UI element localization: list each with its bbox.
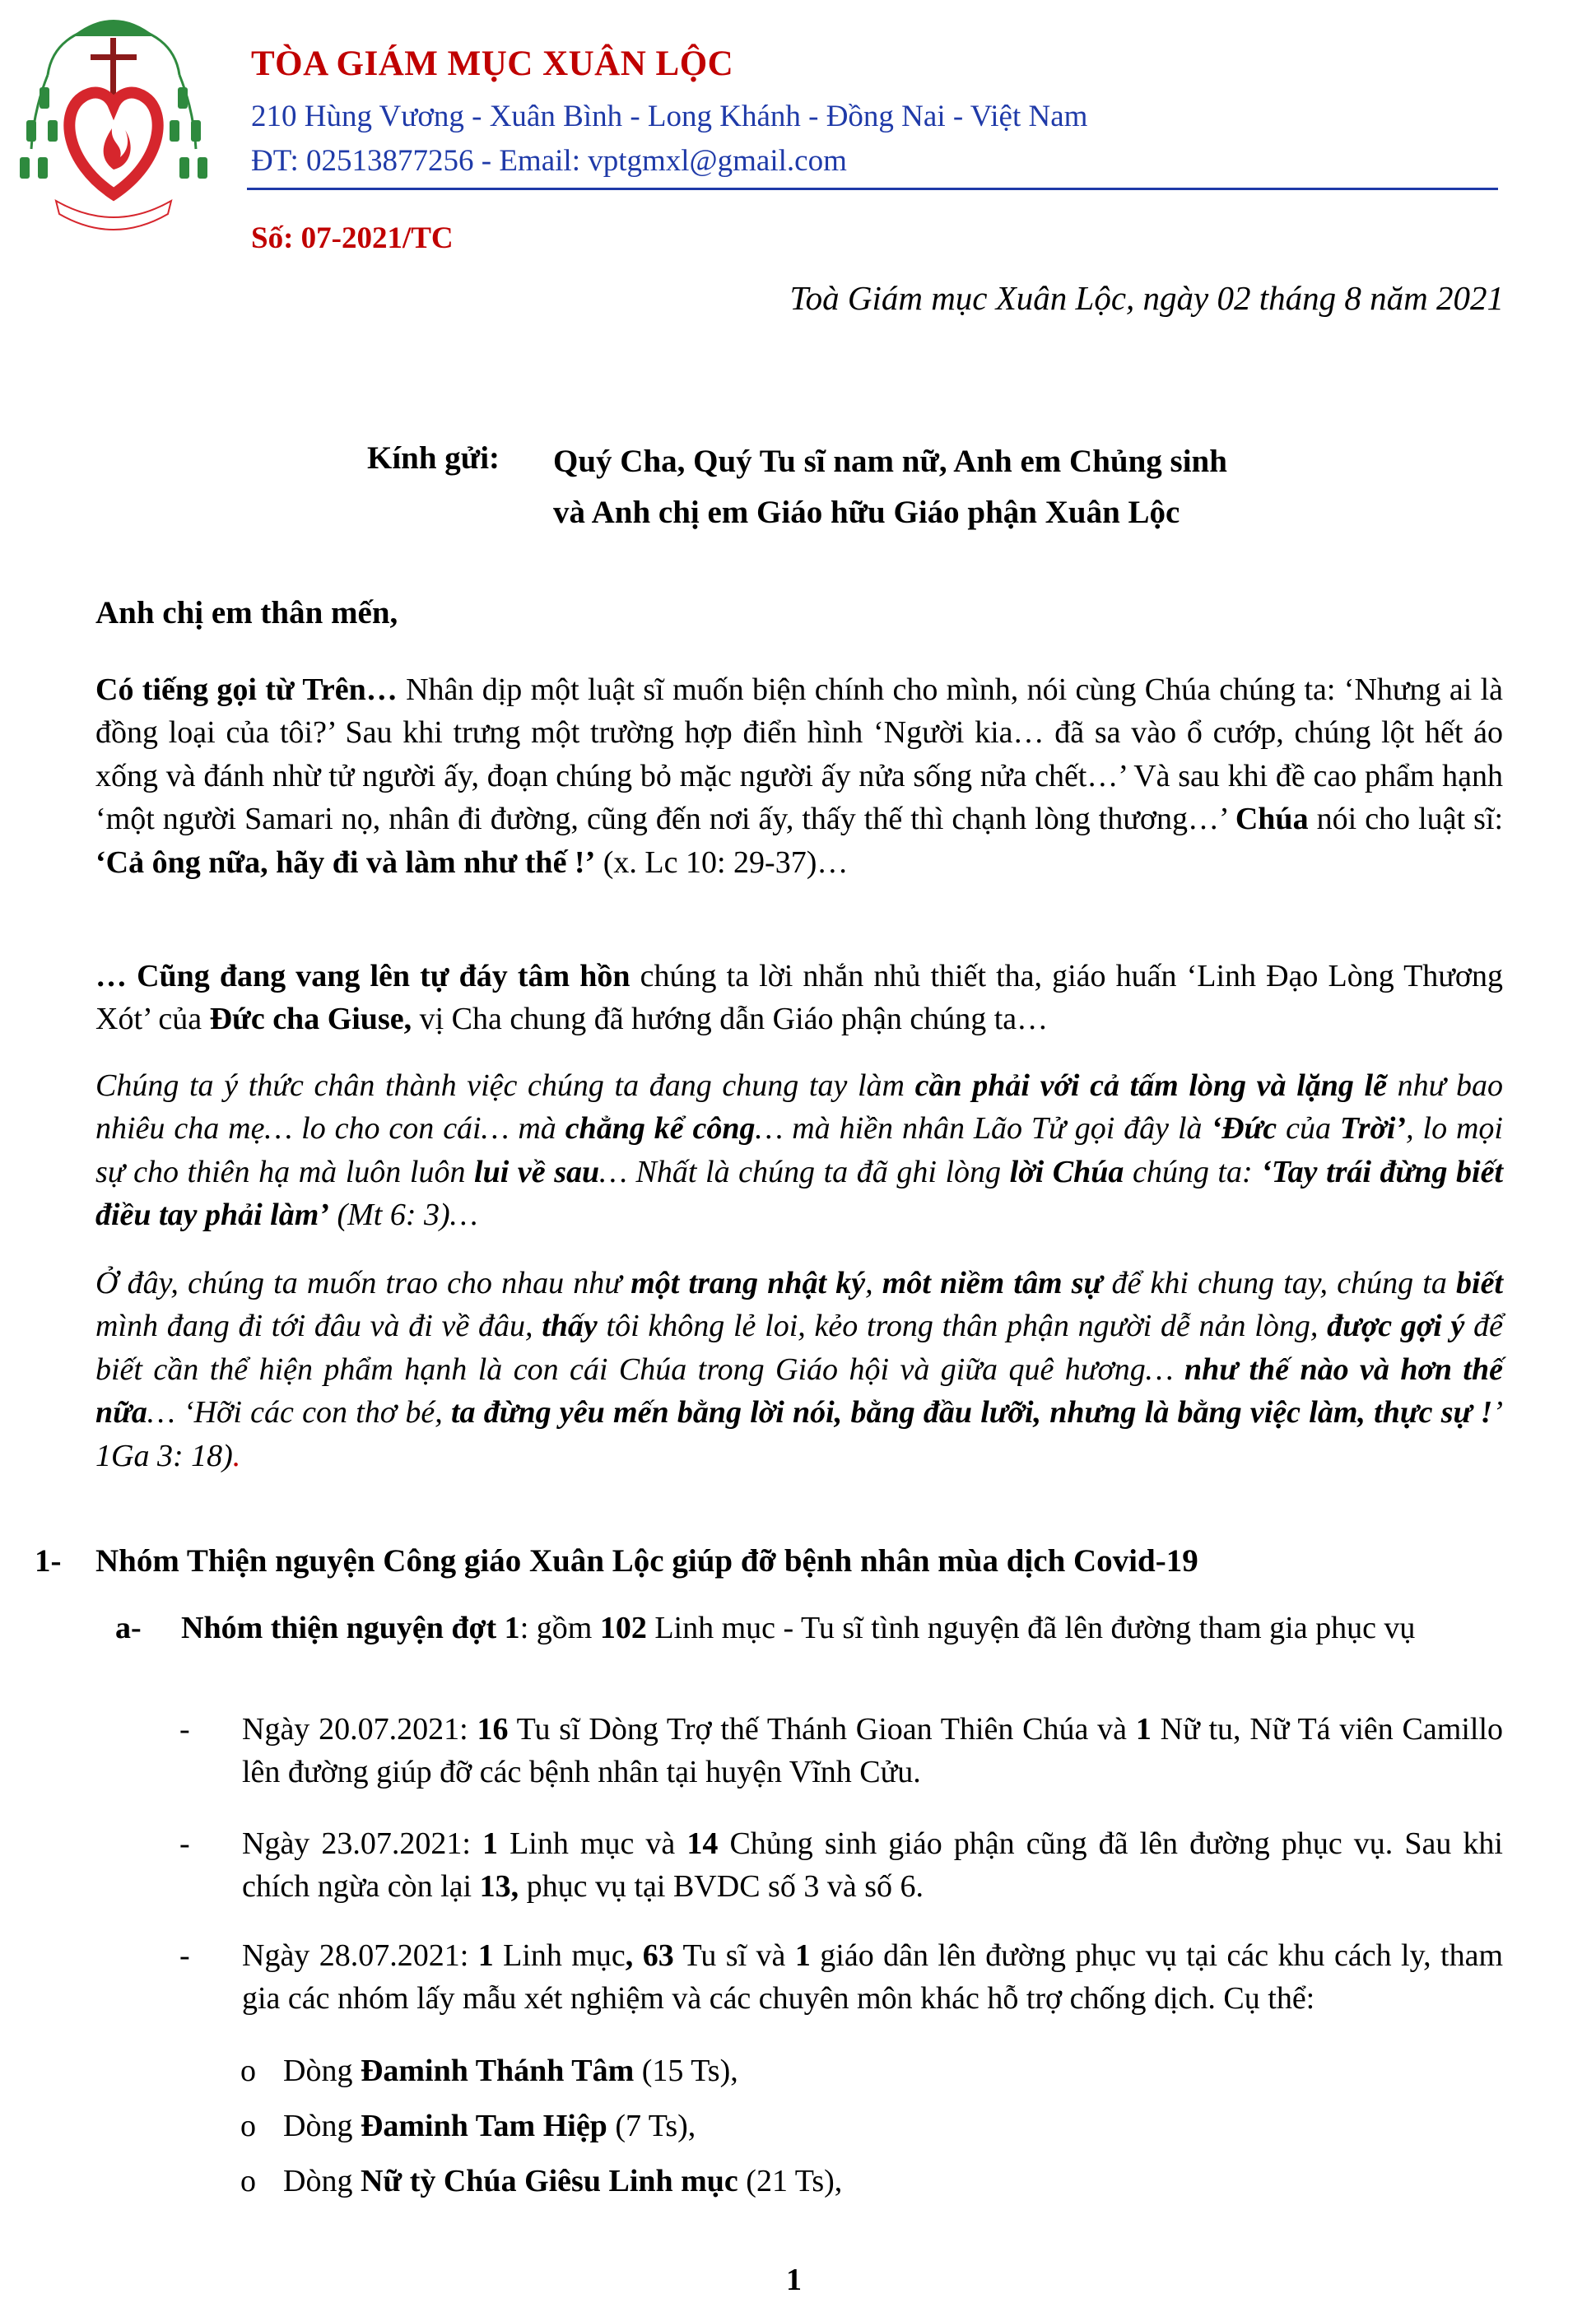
paragraph-bishop-teaching: [95, 955, 1503, 1041]
bullet-text: Ngày 28.07.2021:: [242, 1938, 478, 1973]
bullet-text: Chủng sinh giáo phận cũng đã lên đường phục vụ. Sau khi chích ngừa còn lại: [242, 1826, 1503, 1905]
para4-period: .: [232, 1438, 241, 1473]
organization-contact: ĐT: 02513877256 - Email: vptgmxl@gmail.com: [251, 144, 847, 178]
section-1-heading: [35, 1539, 1198, 1584]
para2-bishop: Đức cha Giuse,: [209, 1002, 412, 1037]
document-number: Số: 07-2021/TC: [251, 221, 454, 255]
subsection-a-lead: Nhóm thiện nguyện đợt 1: [181, 1611, 520, 1645]
para3-text: của: [1277, 1111, 1340, 1147]
paragraph-diary-purpose: [95, 1262, 1503, 1477]
sub-item-prefix: Dòng: [283, 2054, 361, 2088]
bullet-text: giáo dân lên đường phục vụ tại các khu cách ly, tham gia các nhóm lấy mẫu xét nghiệm và các chuyên môn khác hỗ trợ chống dịch. Cụ thể:: [242, 1938, 1504, 2017]
para4-emphasis: như thế nào và hơn thế nữa: [95, 1351, 1503, 1430]
list-item: [179, 1708, 1503, 1794]
para3-emphasis: ‘Đức: [1211, 1111, 1277, 1147]
para4-text: tôi không lẻ loi, kẻo trong thân phận người dễ nản lòng,: [597, 1309, 1328, 1344]
bullet-text: Ngày 23.07.2021:: [242, 1826, 483, 1861]
subsection-a-marker: a-: [115, 1611, 142, 1645]
bullet-text: Linh mục và: [498, 1826, 687, 1861]
para3-emphasis: lui về sau: [474, 1154, 600, 1189]
congregation-name: Đaminh Thánh Tâm: [360, 2054, 635, 2088]
header-divider: [247, 188, 1498, 190]
sub-list-item: [240, 2105, 696, 2147]
para4-emphasis: một trang nhật ký: [630, 1266, 866, 1300]
sub-bullet-marker: o: [240, 2164, 256, 2198]
para4-emphasis: môt niềm tâm sự: [882, 1266, 1103, 1300]
para3-emphasis: cần phải với cả tấm lòng và lặng lẽ: [914, 1068, 1387, 1103]
sub-list-item: [240, 2160, 842, 2203]
sub-item-prefix: Dòng: [283, 2164, 361, 2198]
bullet-number: 1: [482, 1826, 499, 1861]
para3-text: , lo mọi sự cho thiên hạ mà luôn luôn: [95, 1111, 1503, 1189]
page-number: 1: [786, 2263, 802, 2297]
list-item: [179, 1934, 1503, 2021]
recipient-line-1: Quý Cha, Quý Tu sĩ nam nữ, Anh em Chủng sinh: [553, 444, 1227, 479]
para3-emphasis: lời Chúa: [1009, 1154, 1124, 1189]
sub-bullet-marker: o: [240, 2109, 256, 2143]
para3-text: … mà hiền nhân Lão Tử gọi đây là: [755, 1111, 1212, 1147]
sub-item-count: (15 Ts),: [634, 2054, 738, 2088]
para1-text1: Nhân dịp một luật sĩ muốn biện chính cho mình, nói cùng Chúa chúng ta: ‘Nhưng ai là đồng loại của tôi?’ Sau khi trưng một trường hợp điển hình ‘Người kia… đã sa vào ổ cướp, chúng lột hết áo xống và đánh nhừ tử người ấy, đoạn chúng bỏ mặc người ấy nửa sống nửa chết…’ Và sau khi đề cao phẩm hạnh ‘một người Samari nọ, nhân đi đường, cũng đến nơi ấy, thấy thế thì chạnh lòng thương…’: [95, 672, 1504, 837]
diocese-coat-of-arms-logo: [15, 5, 212, 235]
bullet-text: Ngày 20.07.2021:: [242, 1712, 477, 1747]
salutation: Anh chị em thân mến,: [95, 595, 398, 630]
para4-text: mình đang đi tới đâu và đi về đâu,: [95, 1309, 542, 1344]
volunteer-count: 102: [599, 1611, 647, 1645]
bullet-text: phục vụ tại BVDC số 3 và số 6.: [519, 1869, 924, 1905]
place-and-date: Toà Giám mục Xuân Lộc, ngày 02 tháng 8 năm 2021: [789, 279, 1504, 317]
subsection-a: [115, 1607, 1503, 1649]
bullet-text: Tu sĩ Dòng Trợ thế Thánh Gioan Thiên Chúa và: [508, 1712, 1136, 1747]
para4-emphasis: thấy: [542, 1309, 598, 1344]
sub-list-item: [240, 2049, 738, 2092]
bullet-text: Tu sĩ và: [673, 1938, 795, 1973]
para1-text2: nói cho luật sĩ:: [1308, 802, 1503, 837]
para1-ref: (x. Lc 10: 29-37)…: [595, 844, 849, 880]
para2-text2: vị Cha chung đã hướng dẫn Giáo phận chúng ta…: [412, 1002, 1049, 1037]
bullet-number: 13,: [479, 1869, 519, 1905]
organization-name: TÒA GIÁM MỤC XUÂN LỘC: [251, 44, 734, 83]
para4-text: Ở đây, chúng ta muốn trao cho nhau như: [95, 1266, 631, 1300]
subsection-a-text: [181, 1607, 1503, 1649]
para4-emphasis: biết: [1456, 1266, 1504, 1300]
section-1-title: Nhóm Thiện nguyện Công giáo Xuân Lộc giúp đỡ bệnh nhân mùa dịch Covid-19: [95, 1543, 1198, 1579]
bullet-number: 1: [794, 1938, 811, 1973]
para2-lead: … Cũng đang vang lên tự đáy tâm hồn: [95, 959, 630, 993]
para3-text: Chúng ta ý thức chân thành việc chúng ta đang chung tay làm: [95, 1068, 915, 1103]
bullet-number: 1: [477, 1938, 494, 1973]
sub-item-prefix: Dòng: [283, 2109, 361, 2143]
recipient-list: [553, 436, 1227, 539]
section-1-number: 1-: [35, 1543, 62, 1579]
para4-text: ,: [865, 1266, 882, 1300]
para4-emphasis: được gợi ý: [1327, 1309, 1465, 1344]
bullet-number: 14: [686, 1826, 719, 1861]
sub-bullet-marker: o: [240, 2054, 256, 2088]
subsection-a-text-part: Linh mục - Tu sĩ tình nguyện đã lên đường tham gia phục vụ: [646, 1611, 1416, 1645]
para3-emphasis: Trời’: [1339, 1111, 1407, 1147]
recipient-line-2: và Anh chị em Giáo hữu Giáo phận Xuân Lộc: [553, 495, 1180, 531]
para1-lead: Có tiếng gọi từ Trên…: [95, 672, 398, 707]
congregation-name: Nữ tỳ Chúa Giêsu Linh mục: [360, 2164, 738, 2198]
recipient-label: Kính gửi:: [367, 440, 500, 476]
para4-text: để biết cần thể hiện phẩm hạnh là con cái Chúa trong Giáo hội và giữa quê hương…: [95, 1309, 1504, 1387]
para2-text1: chúng ta lời nhắn nhủ thiết tha, giáo huấn ‘Linh Đạo Lòng Thương Xót’ của: [95, 959, 1504, 1037]
sub-item-count: (7 Ts),: [607, 2109, 696, 2143]
paragraph-humble-service: [95, 1064, 1503, 1237]
para3-text: (Mt 6: 3)…: [328, 1198, 478, 1233]
para4-text: để khi chung tay, chúng ta: [1102, 1266, 1457, 1300]
organization-address: 210 Hùng Vương - Xuân Bình - Long Khánh - Đồng Nai - Việt Nam: [251, 100, 1088, 133]
list-item: [179, 1822, 1503, 1909]
bullet-number: 16: [477, 1712, 509, 1747]
para1-chua: Chúa: [1235, 802, 1309, 837]
para3-text: như bao nhiêu cha mẹ… lo cho con cái… mà: [95, 1068, 1503, 1147]
para3-text: chúng ta:: [1124, 1154, 1262, 1189]
sub-item-count: (21 Ts),: [738, 2164, 843, 2198]
paragraph-good-samaritan: [95, 668, 1503, 884]
para3-emphasis: ‘Tay trái đừng biết điều tay phải làm’: [95, 1154, 1504, 1233]
bullet-dash: -: [179, 1712, 190, 1747]
para3-emphasis: chẳng kể công: [565, 1111, 756, 1147]
para3-text: … Nhất là chúng ta đã ghi lòng: [599, 1154, 1010, 1189]
congregation-name: Đaminh Tam Hiệp: [360, 2109, 607, 2143]
para4-text: … ‘Hỡi các con thơ bé,: [147, 1395, 451, 1430]
bullet-number: 1: [1135, 1712, 1152, 1747]
bullet-number: , 63: [625, 1938, 674, 1973]
para1-quote: ‘Cả ông nữa, hãy đi và làm như thế !’: [95, 844, 596, 880]
bullet-text: Nữ tu, Nữ Tá viên Camillo lên đường giúp đỡ các bệnh nhân tại huyện Vĩnh Cửu.: [242, 1712, 1504, 1790]
subsection-a-text-part: : gồm: [519, 1611, 600, 1645]
bullet-dash: -: [179, 1826, 190, 1861]
para4-text: ’ 1Ga 3: 18): [95, 1395, 1503, 1473]
bullet-text: Linh mục: [493, 1938, 626, 1973]
para4-emphasis: ta đừng yêu mến bằng lời nói, bằng đầu lưỡi, nhưng là bằng việc làm, thực sự !: [450, 1395, 1493, 1430]
bullet-dash: -: [179, 1938, 190, 1973]
